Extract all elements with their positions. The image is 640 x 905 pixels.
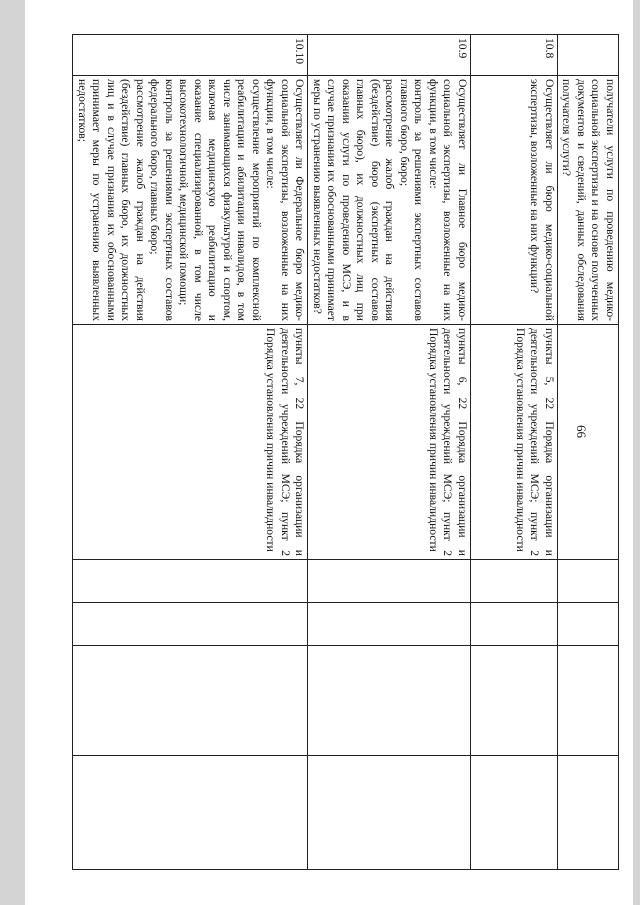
subitem-text: осуществление мероприятий по комплексной реабилитации и абилитации инвалидов, в том числе занимающихся физкультурой и спортом, включая медицинскую реабилитацию и оказание специализированной, в том числе высокотехнологичной, медицинской помощи; — [177, 79, 263, 321]
row-number: 10.10 — [73, 35, 308, 76]
table-row — [558, 35, 619, 870]
empty-cell — [73, 646, 308, 756]
question-text: Осуществляет ли бюро медико-социальной экспертизы, возложенные на них функции? — [528, 79, 556, 321]
row-number: 10.9 — [308, 35, 471, 76]
subitem-text: рассмотрение жалоб граждан на действия (бездействие) бюро (экспертных составов главных бюро), их должностных лиц при оказании услуги по проведению МСЭ, и в случае признания их обоснованными принимает меры по устранению выявленных недостатков? — [311, 79, 397, 321]
empty-cell — [308, 560, 471, 603]
empty-cell — [73, 560, 308, 603]
table-stage — [76, 34, 619, 869]
empty-cell — [558, 560, 619, 603]
empty-cell — [471, 646, 558, 756]
question-text: Осуществляет ли Главное бюро медико-социальной экспертизы, возложенные на них функции, в том числе: — [427, 79, 469, 321]
reference-cell: пункты 7, 22 Порядка организации и деятельности учреждений МСЭ; пункт 2 Порядка установления причин инвалидности — [73, 325, 308, 560]
table-row — [471, 35, 558, 870]
question-cell — [73, 76, 308, 325]
question-text: Осуществляет ли Федеральное бюро медико-социальной экспертизы, возложенные на них функции, в том числе: — [264, 79, 307, 321]
subitem-text: рассмотрение жалоб граждан на действия (бездействие) главных бюро, их должностных лиц и в случае признания их обоснованными принимает меры по устранению выявленных недостатков; — [76, 79, 147, 321]
empty-cell — [471, 560, 558, 603]
empty-cell — [558, 603, 619, 646]
subitem-text: контроль за решениями экспертных составов федерального бюро, главных бюро; — [148, 79, 176, 321]
document-page — [25, 0, 633, 905]
empty-cell — [308, 646, 471, 756]
empty-cell — [308, 603, 471, 646]
empty-cell — [558, 756, 619, 870]
empty-cell — [308, 756, 471, 870]
table-row — [73, 35, 308, 870]
reference-cell: пункты 5, 22 Порядка организации и деятельности учреждений МСЭ; пункт 2 Порядка установления причин инвалидности — [471, 325, 558, 560]
empty-cell — [73, 603, 308, 646]
reference-cell: пункты 6, 22 Порядка организации и деятельности учреждений МСЭ; пункт 2 Порядка установления причин инвалидности — [308, 325, 471, 560]
checklist-table — [73, 34, 620, 870]
empty-cell — [471, 603, 558, 646]
question-cell — [471, 76, 558, 325]
question-text: получатели услуги по проведению медико-социальной экспертизы и на основе полученных документов и сведений, данных обследования получателя услуги? — [560, 79, 617, 321]
reference-cell — [558, 325, 619, 560]
row-number: 10.8 — [471, 35, 558, 76]
table-row — [308, 35, 471, 870]
empty-cell — [471, 756, 558, 870]
question-cell — [558, 76, 619, 325]
question-cell — [308, 76, 471, 325]
subitem-text: контроль за решениями экспертных составов главного бюро, бюро; — [398, 79, 426, 321]
empty-cell — [73, 756, 308, 870]
row-number — [558, 35, 619, 76]
empty-cell — [558, 646, 619, 756]
page-number: 66 — [574, 425, 589, 438]
